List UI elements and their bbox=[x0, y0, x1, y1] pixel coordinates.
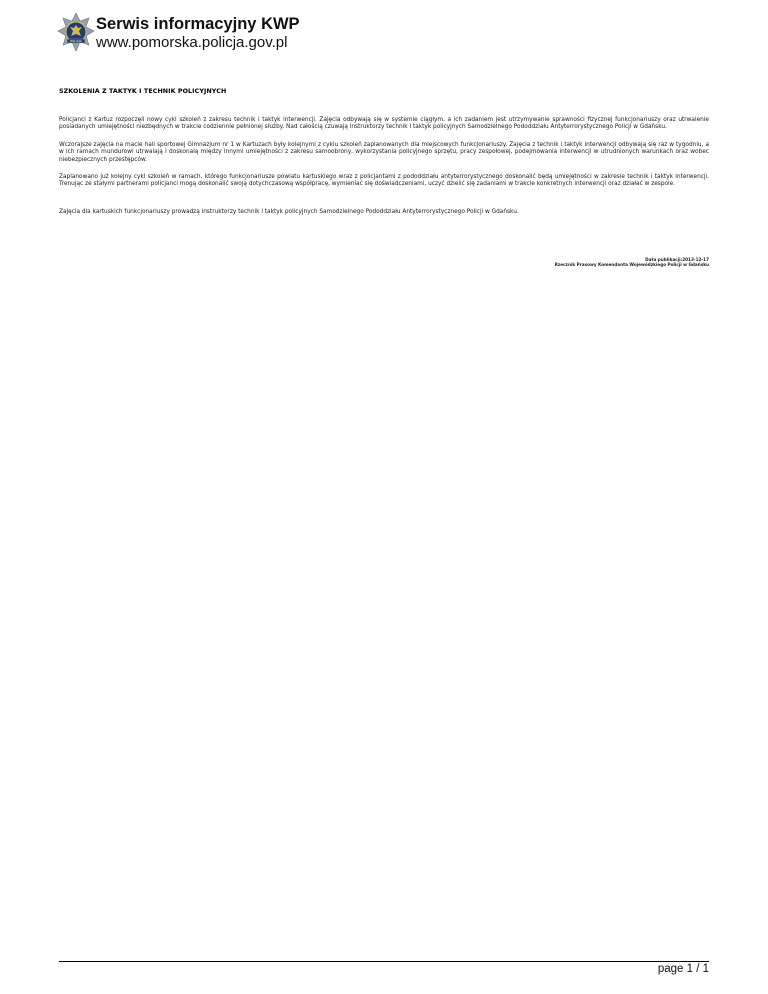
article-title: SZKOLENIA Z TAKTYK I TECHNIK POLICYJNYCH bbox=[59, 88, 227, 95]
article-paragraph: Policjanci z Kartuz rozpoczęli nowy cykl szkoleń z zakresu technik i taktyk interwencji. Zajęcia odbywają się w systemie ciągłym, a ich zadaniem jest utrzymywanie sprawności fizycznej funkcjonariuszy oraz utrwalenie posiadanych umiejętności niezbędnych w trakcie codziennie pełnionej służby. Nad całością czuwają instruktorzy technik i taktyk policyjnych Samodzielnego Pododdziału Antyterrorystycznego Policji w Gdańsku. bbox=[59, 117, 709, 131]
page-number: page 1 / 1 bbox=[657, 963, 709, 975]
article-paragraph: Wczorajsze zajęcia na macie hali sportowej Gimnazjum nr 1 w Kartuzach były kolejnymi z cyklu szkoleń zaplanowanych dla miejscowych funkcjonariuszy. Zajęcia z technik i taktyk interwencji odbywają się raz w tygodniu, a w ich ramach mundurowi utrwalają i doskonalą między innymi umiejętności z zakresu samoobrony, wykorzystania policyjnego sprzętu, pracy zespołowej, podejmowania interwencji w utrudnionych warunkach oraz wobec niebezpiecznych przestępców. bbox=[59, 141, 709, 163]
article-author: Rzecznik Prasowy Komendanta Wojewódzkiego Policji w Gdańsku bbox=[554, 262, 709, 268]
footer-divider bbox=[59, 961, 709, 962]
article-body bbox=[59, 88, 709, 226]
site-url: www.pomorska.policja.gov.pl bbox=[96, 34, 288, 51]
site-title: Serwis informacyjny KWP bbox=[96, 15, 300, 33]
police-star-logo-icon bbox=[58, 13, 94, 53]
article-paragraph: Zaplanowano już kolejny cykl szkoleń w ramach, którego funkcjonariusze powiatu kartuskiego wraz z policjantami z pododdziału antyterrorystycznego doskonalić będą umiejętności w zakresie technik i taktyk interwencji. Trenując ze stałymi partnerami policjanci mogą doskonalić swoją dotychczasową współpracę, wymieniać się doświadczeniami, uczyć dzielić się zadaniami w trakcie konkretnych interwencji oraz działać w zespole. bbox=[59, 174, 709, 188]
publication-date: Data publikacji:2013-12-17 bbox=[645, 257, 709, 262]
publication-meta bbox=[555, 257, 709, 267]
logo-lettering: POLICJA bbox=[70, 39, 82, 44]
article-paragraph: Zajęcia dla kartuskich funkcjonariuszy prowadzą instruktorzy technik i taktyk policyjnych Samodzielnego Pododdziału Antyterrorystycznego Policji w Gdańsku. bbox=[59, 208, 519, 215]
